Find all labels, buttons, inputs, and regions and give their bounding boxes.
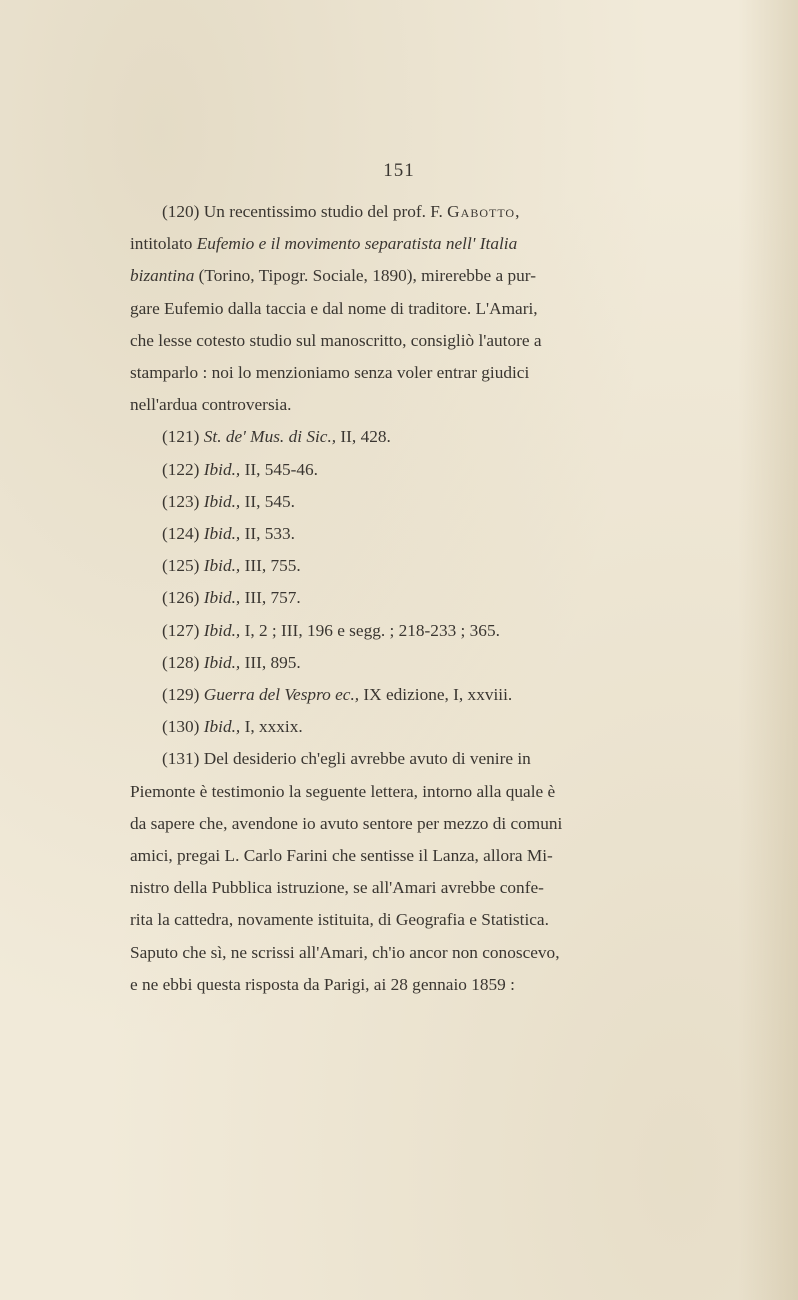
footnote-131-line-8: e ne ebbi questa risposta da Parigi, ai 28 gennaio 1859 :	[130, 974, 515, 994]
footnote-128: (128) Ibid., III, 895.	[162, 652, 301, 672]
footnote-120-line-7: nell'ardua controversia.	[130, 395, 292, 415]
footnote-127: (127) Ibid., I, 2 ; III, 196 e segg. ; 218-233 ; 365.	[162, 620, 500, 640]
footnote-120	[130, 196, 612, 228]
footnote-120-line-1: (120) Un recentissimo studio del prof. F. Gabotto,	[162, 202, 520, 221]
footnote-131-line-7: Saputo che sì, ne scrissi all'Amari, ch'io ancor non conoscevo,	[130, 942, 560, 962]
footnote-120-continued	[130, 228, 612, 421]
footnote-129: (129) Guerra del Vespro ec., IX edizione, I, xxviii.	[162, 685, 513, 705]
footnote-124: (124) Ibid., II, 533.	[162, 524, 295, 544]
footnote-121: (121) St. de' Mus. di Sic., II, 428.	[162, 427, 391, 447]
footnote-130: (130) Ibid., I, xxxix.	[162, 717, 303, 737]
footnote-131-line-3: da sapere che, avendone io avuto sentore per mezzo di comuni	[130, 813, 563, 833]
footnote-120-line-3: bizantina (Torino, Tipogr. Sociale, 1890), mirerebbe a pur-	[130, 266, 536, 286]
footnote-131-line-6: rita la cattedra, novamente istituita, di Geografia e Statistica.	[130, 910, 549, 930]
footnote-122: (122) Ibid., II, 545-46.	[162, 459, 318, 479]
footnote-131-line-5: nistro della Pubblica istruzione, se all'Amari avrebbe confe-	[130, 878, 544, 898]
footnote-120-line-2: intitolato Eufemio e il movimento separatista nell' Italia	[130, 234, 518, 254]
footnote-131-line-4: amici, pregai L. Carlo Farini che sentisse il Lanza, allora Mi-	[130, 846, 553, 866]
footnotes-body	[130, 196, 612, 1001]
page-edge-shadow	[738, 0, 798, 1300]
book-title: Eufemio e il movimento separatista nell' Italia	[196, 234, 518, 254]
footnote-131	[130, 743, 612, 1001]
footnote-list	[130, 421, 612, 743]
footnote-131-line-1: (131) Del desiderio ch'egli avrebbe avuto di venire in	[162, 749, 531, 769]
page-number: 151	[383, 160, 415, 181]
footnote-126: (126) Ibid., III, 757.	[162, 588, 301, 608]
footnote-125: (125) Ibid., III, 755.	[162, 556, 301, 576]
footnote-120-line-6: stamparlo : noi lo menzioniamo senza voler entrar giudici	[130, 363, 530, 383]
footnote-120-line-5: che lesse cotesto studio sul manoscritto, consigliò l'autore a	[130, 330, 542, 350]
footnote-120-line-4: gare Eufemio dalla taccia e dal nome di traditore. L'Amari,	[130, 298, 538, 318]
author-name: Gabotto	[447, 202, 516, 221]
footnote-123: (123) Ibid., II, 545.	[162, 491, 295, 511]
footnote-131-line-2: Piemonte è testimonio la seguente lettera, intorno alla quale è	[130, 781, 556, 801]
